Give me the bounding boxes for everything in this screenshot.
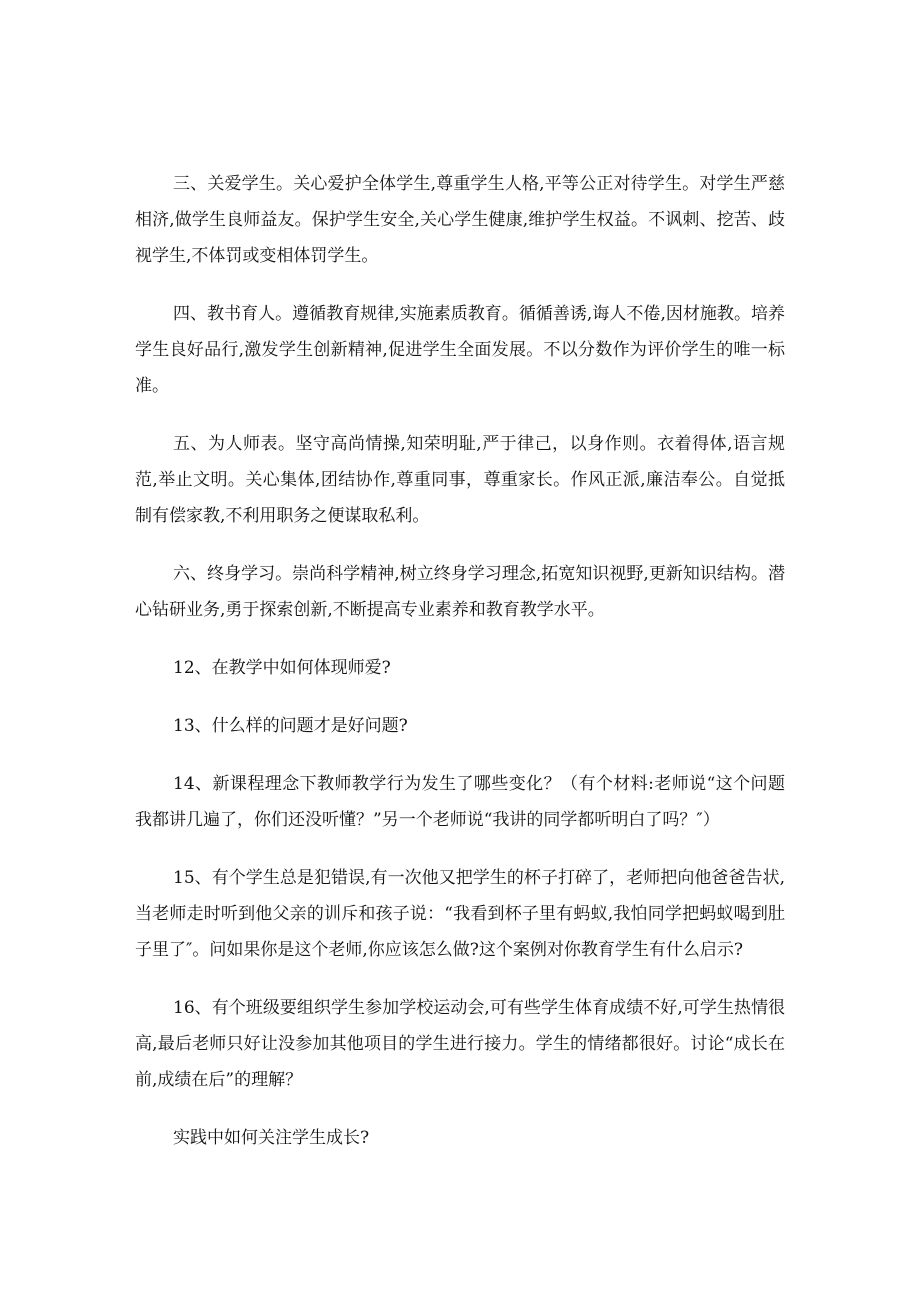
question-practice: 实践中如何关注学生成长?: [173, 1128, 370, 1148]
question-14: 14、新课程理念下教师教学行为发生了哪些变化？（有个材料:老师说“这个问题我都讲几遍了，你们还没听懂？”另一个老师说“我讲的同学都听明白了吗？″）: [135, 774, 785, 830]
document-body: [135, 166, 785, 1178]
paragraph-lifelong-learning: 六、终身学习。崇尚科学精神,树立终身学习理念,拓宽知识视野,更新知识结构。潜心钻研业务,勇于探索创新,不断提高专业素养和教育教学水平。: [135, 564, 785, 620]
question-13: 13、什么样的问题才是好问题?: [173, 716, 408, 736]
question-15: 15、有个学生总是犯错误,有一次他又把学生的杯子打碎了，老师把向他爸爸告状,当老师走时听到他父亲的训斥和孩子说：“我看到杯子里有蚂蚁,我怕同学把蚂蚁喝到肚子里了″。问如果你是这个老师,你应该怎么做?这个案例对你教育学生有什么启示?: [135, 868, 785, 960]
paragraph-role-model: 五、为人师表。坚守高尚情操,知荣明耻,严于律己，以身作则。衣着得体,语言规范,举止文明。关心集体,团结协作,尊重同事，尊重家长。作风正派,廉洁奉公。自觉抵制有偿家教,不利用职务之便谋取私利。: [135, 434, 785, 526]
paragraph-care-students: 三、关爱学生。关心爱护全体学生,尊重学生人格,平等公正对待学生。对学生严慈相济,做学生良师益友。保护学生安全,关心学生健康,维护学生权益。不讽刺、挖苦、歧视学生,不体罚或变相体罚学生。: [135, 174, 785, 266]
question-12: 12、在教学中如何体现师爱?: [173, 658, 391, 678]
question-16: 16、有个班级要组织学生参加学校运动会,可有些学生体育成绩不好,可学生热情很高,最后老师只好让没参加其他项目的学生进行接力。学生的情绪都很好。讨论“成长在前,成绩在后”的理解？: [135, 998, 785, 1090]
paragraph-teach-educate: 四、教书育人。遵循教育规律,实施素质教育。循循善诱,诲人不倦,因材施教。培养学生良好品行,激发学生创新精神,促进学生全面发展。不以分数作为评价学生的唯一标准。: [135, 304, 785, 396]
